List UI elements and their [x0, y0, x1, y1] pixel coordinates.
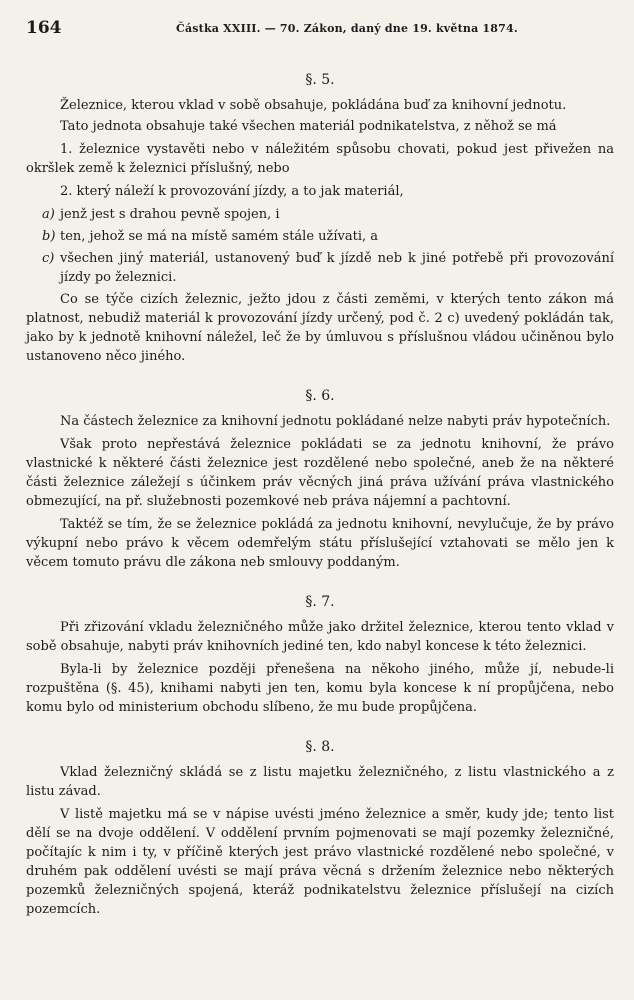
section-title: §. 7. [305, 594, 335, 610]
numbered-item: 2. který náleží k provozování jízdy, a to jak materiál, [60, 184, 404, 199]
paragraph: Železnice, kterou vklad v sobě obsahuje, pokládána buď za knihovní jednotu. [60, 98, 567, 113]
item-letter: b) [42, 229, 56, 244]
page-number: 164 [26, 18, 62, 38]
numbered-item: 1. železnice vystavěti nebo v náležitém spůsobu chovati, pokud jest přivežen na okršlek země k železnici příslušný, nebo [26, 142, 614, 176]
section-8 [26, 737, 614, 919]
section-7 [26, 592, 614, 717]
paragraph: Co se týče cizích železnic, ježto jdou z části zeměmi, v kterých tento zákon má platnost, nebudiž materiál k provozování jízdy určený, pod č. 2 c) uvedený pokládán tak, jako by k jednotě knihovní náležel, leč že by úmluvou s příslušnou vládou učiněnou bylo ustanoveno něco jiného. [26, 292, 614, 364]
paragraph: Byla-li by železnice později přenešena na někoho jiného, může jí, nebude-li rozpuštěna (§. 45), knihami nabyti jen ten, komu byla koncese k ní propůjčena, nebo komu bylo od ministerium obchodu slíbeno, že mu bude propůjčena. [26, 662, 614, 715]
paragraph: Vklad železničný skládá se z listu majetku železničného, z listu vlastnického a z listu závad. [26, 765, 614, 799]
section-title: §. 5. [305, 72, 335, 88]
item-text: jenž jest s drahou pevně spojen, i [60, 207, 280, 222]
item-text: všechen jiný materiál, ustanovený buď k jízdě neb k jiné potřebě při provozování jízdy po železnici. [60, 251, 614, 285]
section-6 [26, 386, 614, 572]
item-letter: c) [42, 251, 55, 266]
section-title: §. 8. [305, 739, 335, 755]
paragraph: V listě majetku má se v nápise uvésti jméno železnice a směr, kudy jde; tento list dělí se na dvoje oddělení. V oddělení prvním pojmenovati se mají pozemky železničné, počítajíc k nim i ty, v příčině kterých jest právo vlastnické rozdělené nebo společné, v druhém pak oddělení uvésti se mají práva věcná s držením železnice nebo některých pozemků železničných spojená, kteráž podnikatelstvu železnice příslušejí na cizích pozemcích. [26, 807, 614, 917]
paragraph: Taktéž se tím, že se železnice pokládá za jednotu knihovní, nevylučuje, že by právo výkupní nebo právo k věcem odemřelým státu příslušející vztahovati se mělo jen k věcem tomuto právu dle zákona neb smlouvy poddaným. [26, 517, 614, 570]
item-text: ten, jehož se má na místě samém stále užívati, a [60, 229, 379, 244]
paragraph: Tato jednota obsahuje také všechen materiál podnikatelstva, z něhož se má [60, 119, 557, 134]
section-5 [26, 70, 614, 366]
lettered-item [26, 205, 614, 224]
lettered-item [26, 227, 614, 246]
section-title: §. 6. [305, 388, 335, 404]
paragraph: Však proto nepřestává železnice pokládati se za jednotu knihovní, že právo vlastnické k některé části železnice jest rozdělené nebo společné, aneb že na některé části železnice záležejí s účinkem práv věcných jiná práva užívání práva vlastnického obmezující, na př. služebnosti pozemkové neb práva nájemní a pachtovní. [26, 437, 614, 509]
paragraph: Na částech železnice za knihovní jednotu pokládané nelze nabyti práv hypotečních. [60, 414, 611, 429]
running-head: Částka XXIII. — 70. Zákon, daný dne 19. května 1874. [176, 22, 518, 35]
lettered-item [26, 249, 614, 287]
page-header [26, 18, 614, 40]
paragraph: Při zřizování vkladu železničného může jako držitel železnice, kterou tento vklad v sobě obsahuje, nabyti práv knihovních jediné ten, kdo nabyl koncese k této železnici. [26, 620, 614, 654]
item-letter: a) [42, 207, 55, 222]
